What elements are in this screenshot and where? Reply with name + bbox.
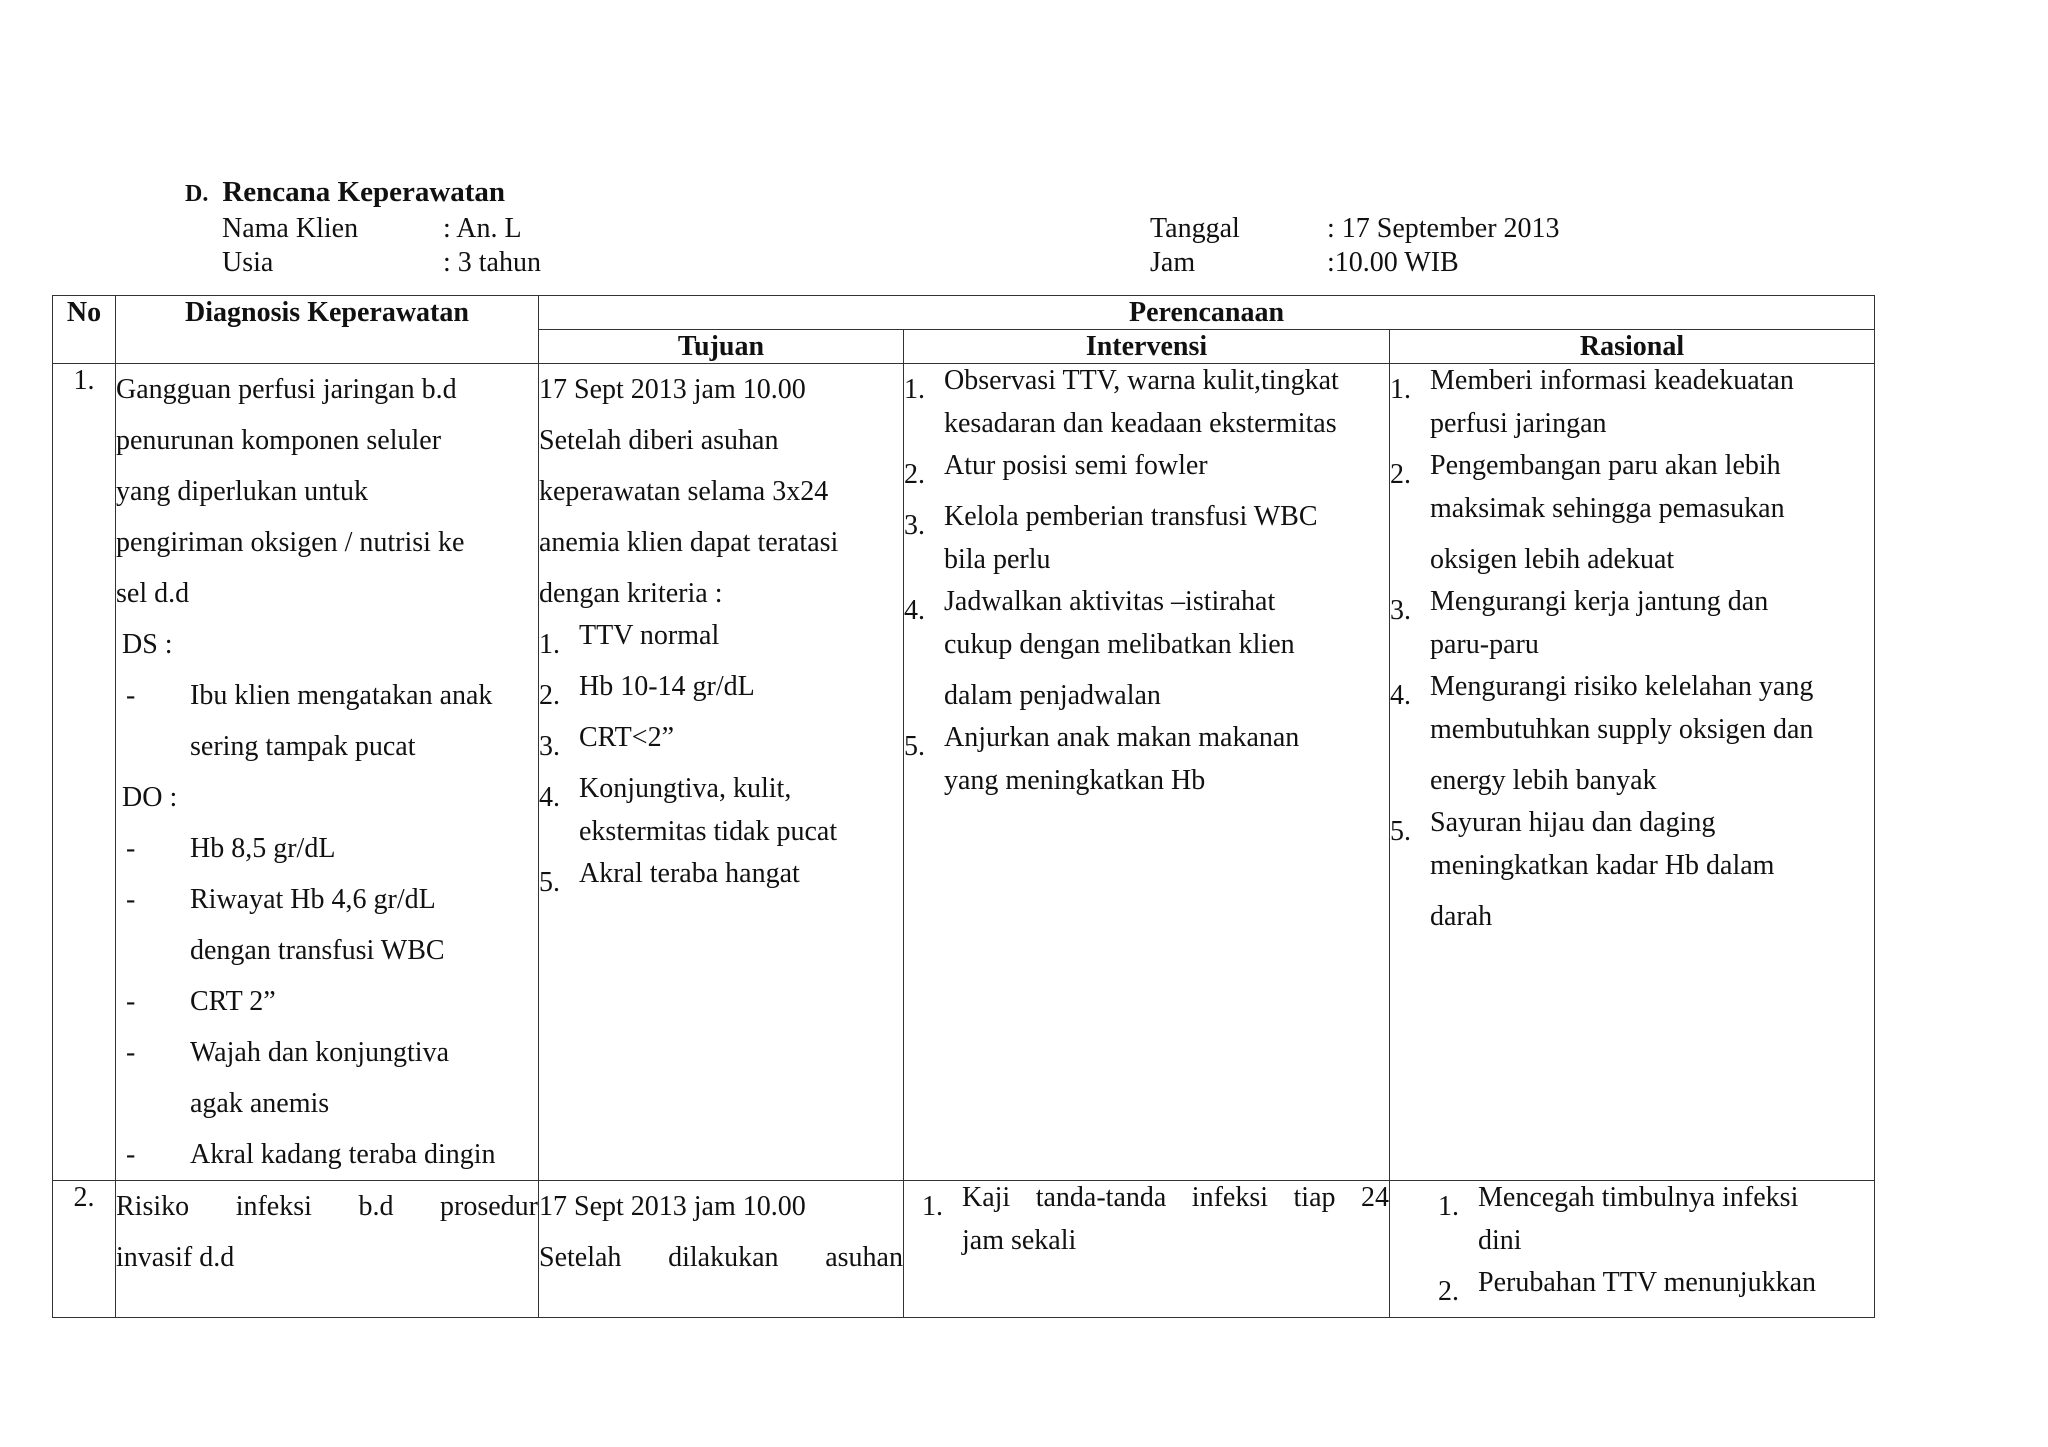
item-number: 5.: [539, 867, 560, 898]
text-line: TTV normal: [579, 620, 720, 651]
table-body: [53, 364, 1875, 1318]
text-line: sel d.d: [116, 578, 190, 609]
list-item-text: [1430, 449, 1874, 585]
section-heading: [185, 176, 505, 209]
text-line: dalam penjadwalan: [944, 680, 1161, 711]
list-item: [116, 874, 538, 976]
list-item-text: [944, 449, 1389, 500]
list-item-text: [944, 585, 1389, 721]
text-line: energy lebih banyak: [1430, 765, 1657, 796]
text-line: dengan transfusi WBC: [190, 935, 445, 966]
tujuan-cell: [539, 364, 904, 1181]
item-number: 2.: [1390, 459, 1411, 490]
header-perencanaan: Perencanaan: [539, 296, 1875, 330]
text-line: oksigen lebih adekuat: [1430, 544, 1675, 575]
item-number: 1.: [1438, 1191, 1459, 1222]
nursing-plan-table: [52, 295, 1875, 1318]
list-item: [116, 976, 538, 1027]
do-label: DO :: [122, 782, 178, 813]
item-number: 1.: [904, 374, 925, 405]
item-number: 3.: [539, 731, 560, 762]
section-title: Rencana Keperawatan: [222, 176, 506, 208]
list-item-text: [1430, 670, 1874, 806]
header-intervensi: Intervensi: [904, 330, 1390, 364]
list-item-text: [944, 364, 1389, 449]
text-line: keperawatan selama 3x24: [539, 476, 829, 507]
text-line: Risiko infeksi b.d prosedur: [116, 1191, 538, 1222]
text-line: CRT<2”: [579, 722, 674, 753]
text-line: maksimak sehingga pemasukan: [1430, 493, 1785, 524]
section-letter: D.: [185, 181, 209, 207]
item-number: 3.: [1390, 595, 1411, 626]
list-item: [1390, 670, 1874, 806]
text-line: Pengembangan paru akan lebih: [1430, 450, 1781, 481]
dash-marker: -: [126, 986, 136, 1017]
list-item-text: [1430, 364, 1874, 449]
list-item: [1438, 1266, 1874, 1317]
text-line: Akral kadang teraba dingin: [190, 1139, 496, 1170]
list-item: [539, 721, 903, 772]
list-item: [922, 1181, 1389, 1266]
item-number: 2.: [539, 680, 560, 711]
list-item: [1390, 449, 1874, 585]
text-line: Riwayat Hb 4,6 gr/dL: [190, 884, 436, 915]
text-line: Memberi informasi keadekuatan: [1430, 365, 1794, 396]
text-line: Wajah dan konjungtiva: [190, 1037, 450, 1068]
list-item-text: [190, 823, 538, 874]
item-number: 2.: [904, 459, 925, 490]
text-line: Setelah diberi asuhan: [539, 425, 779, 456]
item-number: 5.: [904, 731, 925, 762]
list-item-text: [579, 721, 903, 772]
header-no: No: [53, 296, 116, 364]
text-line: paru-paru: [1430, 629, 1539, 660]
item-number: 2.: [1438, 1276, 1459, 1307]
text-line: 17 Sept 2013 jam 10.00: [539, 1191, 806, 1222]
list-item-text: [944, 500, 1389, 585]
text-line: invasif d.d: [116, 1242, 235, 1273]
list-item: [1390, 364, 1874, 449]
text-line: Hb 8,5 gr/dL: [190, 833, 336, 864]
list-item-text: [190, 1129, 538, 1180]
dash-marker: -: [126, 680, 136, 711]
list-item-text: [579, 670, 903, 721]
dash-marker: -: [126, 884, 136, 915]
text-line: yang meningkatkan Hb: [944, 765, 1206, 796]
item-number: 4.: [539, 782, 560, 813]
text-line: Ibu klien mengatakan anak: [190, 680, 493, 711]
list-item-text: [1478, 1181, 1874, 1266]
header-rasional: Rasional: [1390, 330, 1875, 364]
item-number: 1.: [1390, 374, 1411, 405]
header-diagnosis: Diagnosis Keperawatan: [116, 296, 539, 364]
list-item: [539, 772, 903, 857]
jam-value: :10.00 WIB: [1327, 247, 1459, 278]
ds-label: DS :: [122, 629, 173, 660]
dash-marker: -: [126, 1139, 136, 1170]
list-item-text: [190, 1027, 538, 1129]
list-item: [116, 1129, 538, 1180]
list-item: [1390, 806, 1874, 942]
nama-klien-label: Nama Klien: [222, 213, 359, 244]
text-line: yang diperlukan untuk: [116, 476, 368, 507]
text-line: penurunan komponen seluler: [116, 425, 442, 456]
list-item-text: [944, 721, 1389, 806]
list-item: [1390, 585, 1874, 670]
list-item: [1438, 1181, 1874, 1266]
text-line: Kaji tanda-tanda infeksi tiap 24: [962, 1182, 1389, 1213]
text-line: Perubahan TTV menunjukkan: [1478, 1267, 1817, 1298]
text-line: dini: [1478, 1225, 1522, 1256]
text-line: Setelah dilakukan asuhan: [539, 1242, 903, 1273]
list-item-text: [1478, 1266, 1874, 1317]
text-line: Mengurangi kerja jantung dan: [1430, 586, 1769, 617]
text-line: anemia klien dapat teratasi: [539, 527, 839, 558]
item-number: 1.: [539, 629, 560, 660]
text-line: Gangguan perfusi jaringan b.d: [116, 374, 457, 405]
item-number: 4.: [904, 595, 925, 626]
text-line: Mencegah timbulnya infeksi: [1478, 1182, 1799, 1213]
text-line: bila perlu: [944, 544, 1051, 575]
text-line: dengan kriteria :: [539, 578, 723, 609]
text-line: Sayuran hijau dan daging: [1430, 807, 1716, 838]
list-item-text: [962, 1181, 1389, 1266]
list-item: [116, 823, 538, 874]
list-item: [904, 449, 1389, 500]
table-row: [53, 1181, 1875, 1318]
list-item-text: [190, 976, 538, 1027]
text-line: ekstermitas tidak pucat: [579, 816, 838, 847]
list-item: [539, 857, 903, 908]
text-line: Akral teraba hangat: [579, 858, 800, 889]
text-line: Anjurkan anak makan makanan: [944, 722, 1300, 753]
list-item-text: [579, 857, 903, 908]
tujuan-cell: [539, 1181, 904, 1318]
text-line: Jadwalkan aktivitas –istirahat: [944, 586, 1276, 617]
row-number: 2.: [53, 1181, 116, 1318]
list-item-text: [190, 670, 538, 772]
list-item: [539, 670, 903, 721]
rasional-cell: [1390, 364, 1875, 1181]
text-line: pengiriman oksigen / nutrisi ke: [116, 527, 465, 558]
item-number: 5.: [1390, 816, 1411, 847]
usia-label: Usia: [222, 247, 274, 278]
text-line: cukup dengan melibatkan klien: [944, 629, 1295, 660]
list-item-text: [579, 772, 903, 857]
header-tujuan: Tujuan: [539, 330, 904, 364]
text-line: darah: [1430, 901, 1493, 932]
text-line: agak anemis: [190, 1088, 330, 1119]
item-number: 3.: [904, 510, 925, 541]
list-item: [904, 585, 1389, 721]
nama-klien-value: : An. L: [443, 213, 522, 244]
jam-label: Jam: [1150, 247, 1196, 278]
list-item: [116, 1027, 538, 1129]
list-item-text: [1430, 806, 1874, 942]
tanggal-value: : 17 September 2013: [1327, 213, 1560, 244]
text-line: perfusi jaringan: [1430, 408, 1607, 439]
diagnosis-cell: [116, 1181, 539, 1318]
tanggal-label: Tanggal: [1150, 213, 1240, 244]
text-line: Kelola pemberian transfusi WBC: [944, 501, 1318, 532]
text-line: Observasi TTV, warna kulit,tingkat: [944, 365, 1339, 396]
list-item: [904, 721, 1389, 806]
list-item: [116, 670, 538, 772]
text-line: jam sekali: [962, 1225, 1077, 1256]
list-item: [539, 619, 903, 670]
usia-value: : 3 tahun: [443, 247, 541, 278]
list-item: [904, 500, 1389, 585]
diagnosis-cell: [116, 364, 539, 1181]
list-item: [904, 364, 1389, 449]
table-row: [53, 364, 1875, 1181]
text-line: meningkatkan kadar Hb dalam: [1430, 850, 1775, 881]
intervensi-cell: [904, 364, 1390, 1181]
row-number: 1.: [53, 364, 116, 1181]
dash-marker: -: [126, 833, 136, 864]
text-line: Mengurangi risiko kelelahan yang: [1430, 671, 1814, 702]
text-line: Konjungtiva, kulit,: [579, 773, 792, 804]
list-item-text: [579, 619, 903, 670]
list-item-text: [190, 874, 538, 976]
text-line: Atur posisi semi fowler: [944, 450, 1208, 481]
text-line: 17 Sept 2013 jam 10.00: [539, 374, 806, 405]
list-item-text: [1430, 585, 1874, 670]
dash-marker: -: [126, 1037, 136, 1068]
text-line: membutuhkan supply oksigen dan: [1430, 714, 1814, 745]
text-line: kesadaran dan keadaan ekstermitas: [944, 408, 1337, 439]
rasional-cell: [1390, 1181, 1875, 1318]
text-line: Hb 10-14 gr/dL: [579, 671, 755, 702]
item-number: 4.: [1390, 680, 1411, 711]
item-number: 1.: [922, 1191, 943, 1222]
intervensi-cell: [904, 1181, 1390, 1318]
text-line: CRT 2”: [190, 986, 276, 1017]
text-line: sering tampak pucat: [190, 731, 416, 762]
